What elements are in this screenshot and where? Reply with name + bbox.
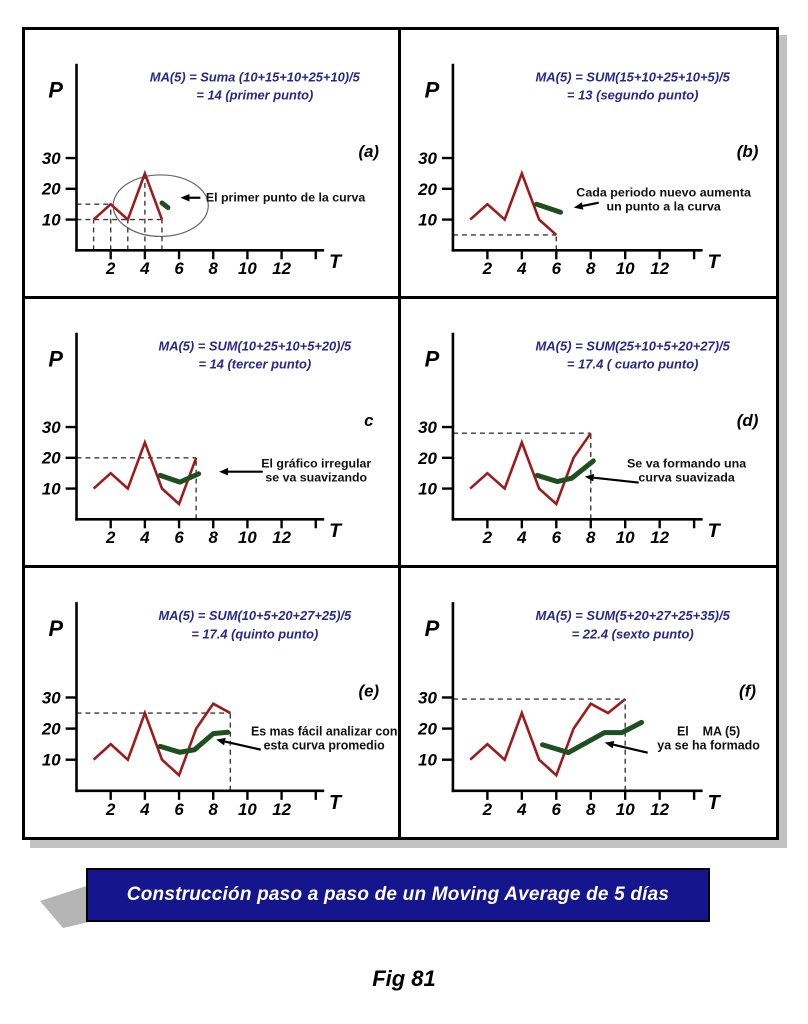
formula-line1: MA(5) = SUM(10+5+20+27+25)/5 — [158, 608, 352, 624]
x-tick-label: 8 — [585, 528, 595, 548]
y-tick-label: 30 — [417, 688, 437, 708]
chart-d — [401, 299, 777, 565]
panel-b — [401, 30, 777, 299]
price-line — [94, 173, 162, 219]
banner-shadow — [40, 883, 90, 928]
banner-label: Construcción paso a paso de un Moving Average de 5 días — [126, 884, 670, 905]
annotation-text: Cada periodo nuevo aumenta — [575, 185, 751, 200]
x-axis-label: T — [706, 251, 720, 274]
x-tick-label: 12 — [649, 259, 669, 279]
y-tick-label: 10 — [417, 479, 437, 499]
chart-b — [401, 30, 777, 296]
formula-line1: MA(5) = SUM(25+10+5+20+27)/5 — [534, 338, 730, 354]
x-tick-label: 4 — [516, 259, 527, 279]
formula-line2: = 22.4 (sexto punto) — [571, 626, 694, 642]
panel-f — [401, 568, 777, 837]
figure-caption — [0, 966, 808, 992]
x-tick-label: 6 — [551, 528, 561, 548]
y-tick-label: 10 — [41, 210, 61, 230]
x-tick-label: 6 — [174, 799, 184, 819]
caption-text: Fig 81 — [372, 966, 436, 991]
x-tick-label: 4 — [140, 259, 150, 279]
annotation-text: se va suavizando — [265, 470, 368, 485]
y-tick-label: 30 — [41, 148, 61, 168]
x-tick-label: 10 — [238, 259, 257, 279]
y-tick-label: 20 — [417, 448, 437, 468]
y-tick-label: 30 — [417, 418, 437, 437]
y-axis-label: P — [424, 616, 439, 642]
x-tick-label: 6 — [551, 799, 561, 819]
annotation-text: El primer punto de la curva — [205, 190, 366, 205]
y-tick-label: 10 — [417, 210, 437, 230]
arrow-head-icon — [584, 474, 593, 482]
y-tick-label: 20 — [41, 179, 61, 199]
y-axis-label: P — [48, 616, 63, 642]
y-tick-label: 10 — [417, 750, 437, 770]
y-tick-label: 10 — [41, 479, 61, 499]
chart-f — [401, 568, 777, 837]
price-line — [470, 433, 591, 504]
formula-line2: = 17.4 (quinto punto) — [191, 626, 319, 642]
x-tick-label: 2 — [106, 799, 116, 819]
ma-line — [162, 203, 168, 208]
chart-a — [25, 30, 398, 296]
formula-line2: = 14 (primer punto) — [196, 87, 314, 103]
ma-line — [537, 461, 593, 482]
x-tick-label: 2 — [482, 528, 492, 548]
title-banner — [86, 868, 710, 922]
x-tick-label: 10 — [615, 799, 635, 819]
x-tick-label: 8 — [585, 259, 595, 279]
y-tick-label: 20 — [41, 719, 61, 739]
x-tick-label: 4 — [516, 528, 527, 548]
price-line — [470, 699, 625, 775]
x-tick-label: 2 — [482, 259, 492, 279]
formula-line2: = 17.4 ( cuarto punto) — [566, 356, 698, 372]
x-tick-label: 12 — [649, 528, 669, 548]
arrow-head-icon — [604, 741, 614, 748]
x-tick-label: 10 — [238, 528, 257, 548]
x-axis-label: T — [329, 251, 342, 274]
x-tick-label: 10 — [615, 528, 635, 548]
formula-line1: MA(5) = Suma (10+15+10+25+10)/5 — [149, 69, 360, 85]
panel-letter: c — [364, 411, 374, 431]
annotation-text: El gráfico irregular — [261, 456, 372, 471]
x-tick-label: 4 — [140, 528, 150, 548]
y-tick-label: 20 — [417, 719, 437, 739]
annotation-text: curva suavizada — [637, 470, 735, 485]
x-tick-label: 12 — [272, 799, 291, 819]
price-line — [94, 442, 197, 504]
y-tick-label: 10 — [41, 750, 61, 770]
annotation-text: un punto a la curva — [605, 199, 721, 214]
panel-c — [25, 299, 401, 568]
highlight-ellipse — [113, 175, 208, 237]
formula-line1: MA(5) = SUM(5+20+27+25+35)/5 — [535, 608, 730, 624]
chart-c — [25, 299, 398, 565]
x-tick-label: 2 — [482, 799, 492, 819]
y-axis-label: P — [424, 77, 439, 103]
x-tick-label: 12 — [272, 259, 291, 279]
x-tick-label: 10 — [238, 799, 257, 819]
x-tick-label: 8 — [208, 528, 218, 548]
x-tick-label: 6 — [174, 528, 184, 548]
y-tick-label: 30 — [41, 417, 61, 437]
x-tick-label: 6 — [174, 259, 184, 279]
y-tick-label: 30 — [41, 688, 61, 708]
panel-e — [25, 568, 401, 837]
formula-line1: MA(5) = SUM(15+10+25+10+5)/5 — [534, 69, 730, 85]
annotation-text: El MA (5) — [676, 724, 740, 739]
y-axis-label: P — [48, 346, 63, 372]
figure-grid — [22, 27, 779, 840]
formula-line2: = 14 (tercer punto) — [198, 356, 312, 372]
arrow-head-icon — [181, 194, 190, 202]
annotation-text: Es mas fácil analizar con — [250, 724, 398, 739]
panel-letter: (f) — [738, 681, 756, 701]
x-tick-label: 8 — [208, 259, 218, 279]
x-tick-label: 12 — [272, 528, 291, 548]
panel-letter: (e) — [358, 681, 380, 701]
x-tick-label: 12 — [649, 799, 669, 819]
x-tick-label: 8 — [208, 799, 218, 819]
y-axis-label: P — [424, 346, 439, 372]
panel-letter: (b) — [736, 142, 758, 162]
panel-d — [401, 299, 777, 568]
arrow-head-icon — [219, 468, 228, 476]
formula-line2: = 13 (segundo punto) — [566, 87, 698, 103]
ma-line — [160, 474, 198, 482]
x-axis-label: T — [329, 791, 342, 814]
panel-letter: (a) — [358, 142, 380, 162]
x-axis-label: T — [706, 520, 720, 543]
y-tick-label: 20 — [41, 448, 61, 468]
panel-a — [25, 30, 401, 299]
x-tick-label: 6 — [551, 259, 561, 279]
y-axis-label: P — [48, 77, 63, 103]
annotation-arrow — [593, 478, 638, 483]
x-tick-label: 2 — [106, 528, 116, 548]
formula-line1: MA(5) = SUM(10+25+10+5+20)/5 — [158, 338, 352, 354]
x-tick-label: 4 — [516, 799, 527, 819]
chart-e — [25, 568, 398, 837]
annotation-arrow — [613, 745, 647, 753]
annotation-text: ya se ha formado — [656, 738, 760, 753]
x-tick-label: 8 — [585, 799, 595, 819]
annotation-text: Se va formando una — [626, 456, 746, 471]
x-axis-label: T — [329, 520, 342, 543]
arrow-head-icon — [573, 202, 583, 209]
x-axis-label: T — [706, 791, 720, 814]
arrow-head-icon — [216, 738, 226, 746]
x-tick-label: 10 — [615, 259, 635, 279]
x-tick-label: 4 — [140, 799, 150, 819]
x-tick-label: 2 — [106, 259, 116, 279]
panel-letter: (d) — [736, 411, 758, 431]
annotation-arrow — [582, 203, 598, 206]
y-tick-label: 30 — [417, 149, 437, 168]
y-tick-label: 20 — [417, 179, 437, 199]
annotation-text: esta curva promedio — [263, 738, 385, 753]
ma-line — [536, 204, 560, 212]
